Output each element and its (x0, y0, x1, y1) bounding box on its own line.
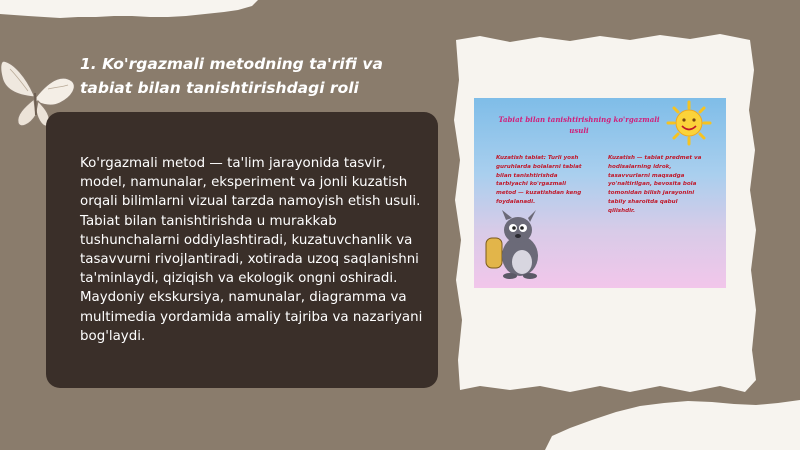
poster-image (474, 98, 726, 288)
slide-title: 1. Ko'rgazmali metodning ta'rifi va tabiat bilan tanishtirishdagi roli (80, 55, 383, 97)
poster-text-right: Kuzatish — tabiat predmet va hodisalarning idrok, tasavvurlarni maqsadga yo'naltirilgan, bevosita bola tomonidan bilish jarayonini tabiiy sharoitda qabul qilishdir. (608, 155, 702, 214)
poster-title: Tabiat bilan tanishtirishning ko'rgazmali usuli (498, 115, 660, 135)
body-text: Ko'rgazmali metod — ta'lim jarayonida tasvir, model, namunalar, eksperiment va jonli kuzatish orqali bilimlarni vizual tarzda namoyish etish usuli. Tabiat bilan tanishtirishda u murakkab tushunchalarni oddiylashtiradi, kuzatuvchanlik va tasavvurni rivojlantiradi, xotirada uzoq saqlanishni ta'minlaydi, qiziqish va ekologik ongni oshiradi. Maydoniy ekskursiya, namunalar, diagramma va multimedia yordamida amaliy tajriba va nazariyani bog'laydi. (80, 156, 423, 344)
poster-text-left: Kuzatish tabiat: Turli yosh guruhlarda bolalarni tabiat bilan tanishtirishda tarbiyachi ko'rgazmali metod — kuzatishdan keng foydalanadi. (496, 155, 582, 205)
mascot-icon (484, 210, 546, 280)
sun-icon (666, 100, 712, 146)
